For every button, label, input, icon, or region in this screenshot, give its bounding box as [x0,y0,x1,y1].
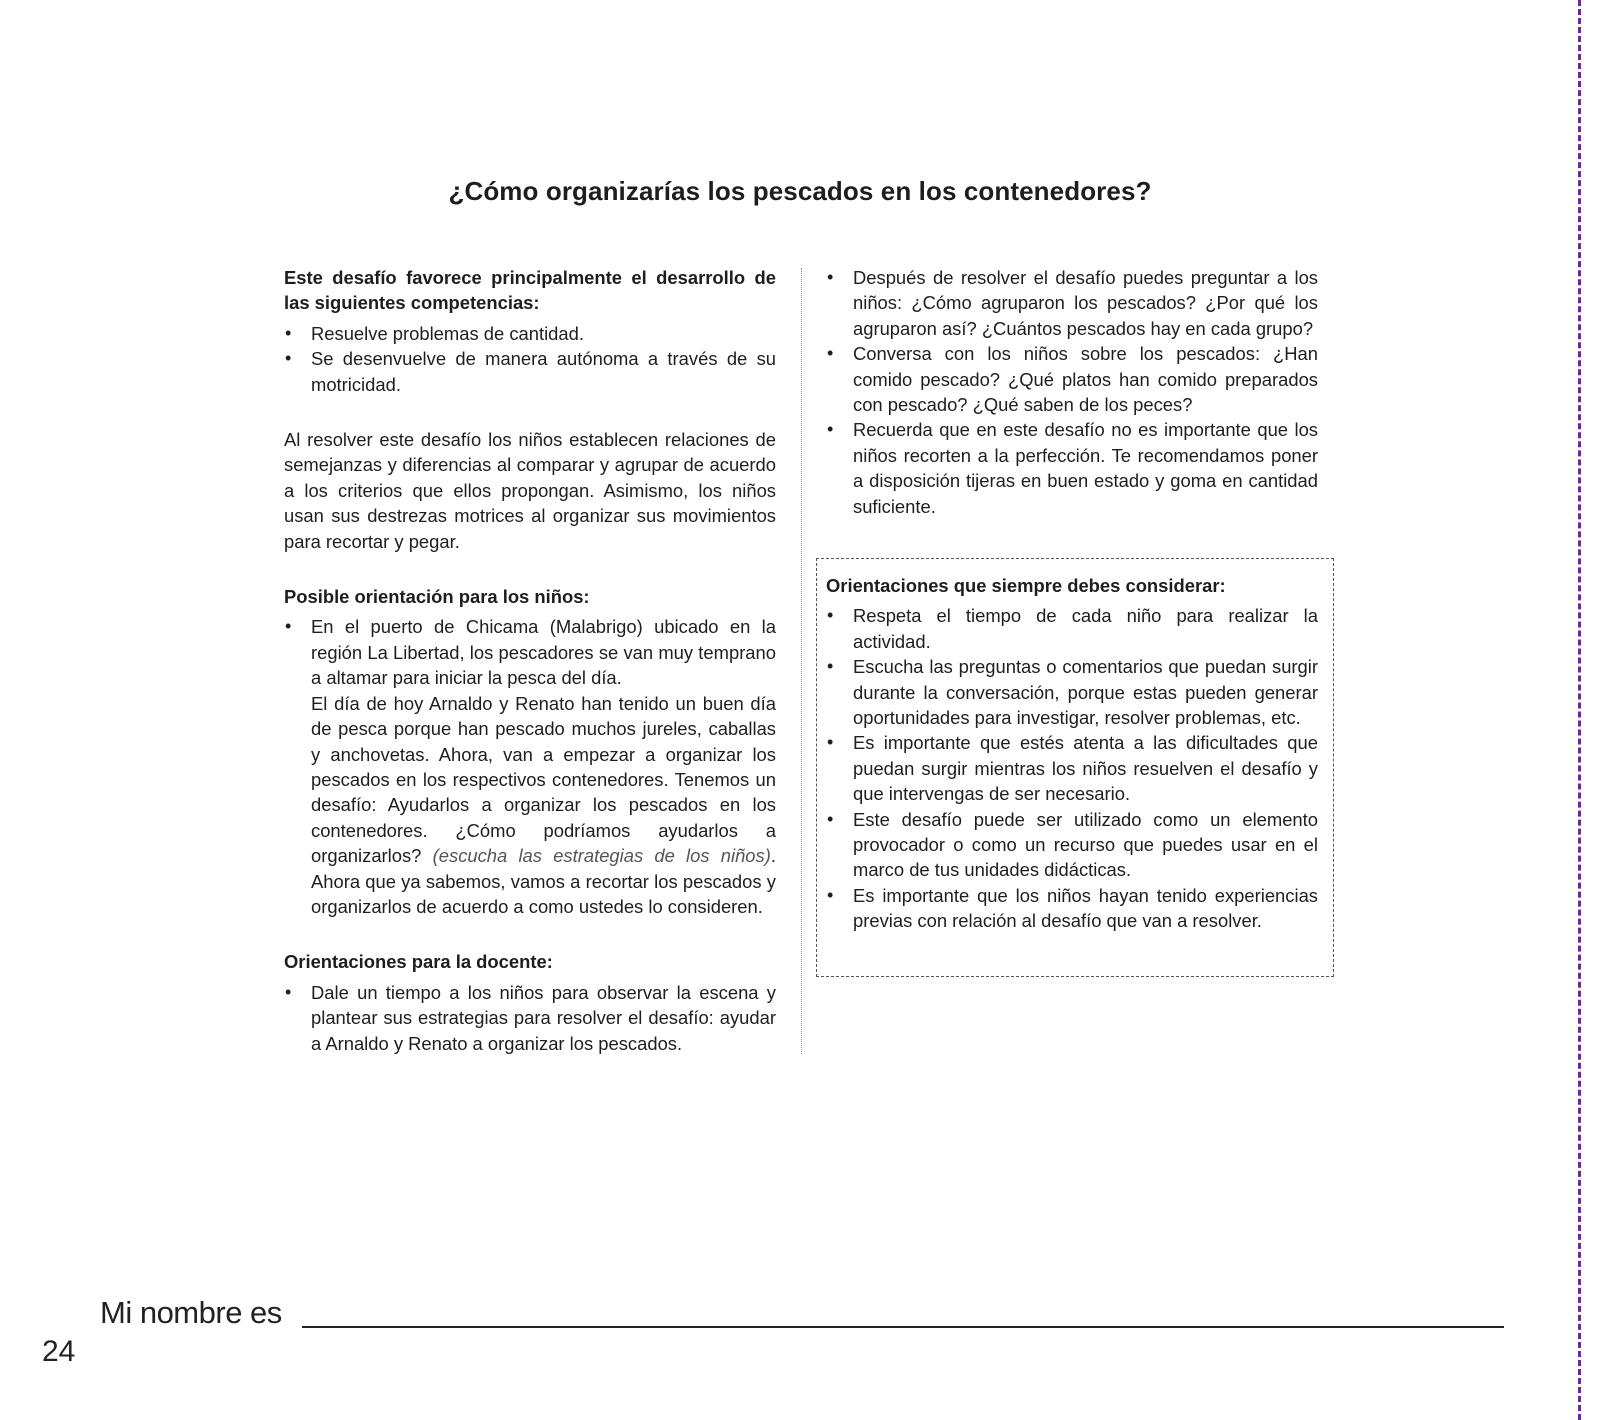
bullet-icon: • [827,343,834,364]
list-item: • Es importante que los niños hayan tenido experiencias previas con relación al desafío que van a resolver. [827,884,1318,932]
bullet-icon: • [827,656,834,677]
name-label: Mi nombre es [100,1295,282,1330]
list-item: • Se desenvuelve de manera autónoma a través de su motricidad. [285,348,776,395]
bullet-icon: • [827,419,834,440]
list-item: • Conversa con los niños sobre los pescados: ¿Han comido pescado? ¿Qué platos han comido preparados con pescado? ¿Qué saben de los peces? [827,343,1318,416]
bullet-icon: • [827,267,834,287]
box-heading: Orientaciones que siempre debes considerar: [826,575,1226,596]
list-item: • Recuerda que en este desafío no es importante que los niños recorten a la perfección. Te recomendamos poner a disposición tijeras en buen estado y goma en cantidad suficiente. [827,419,1318,517]
name-write-line[interactable] [302,1326,1504,1328]
italic-note: (escucha las estrategias de los niños) [432,845,771,867]
orientacion-heading: Posible orientación para los niños: [284,586,590,608]
bullet-icon: • [285,322,292,343]
bullet-icon: • [827,732,834,753]
bullet-icon: • [285,348,292,369]
bullet-icon: • [827,808,834,829]
page-number: 24 [42,1335,76,1368]
docente-list [284,980,776,1056]
list-item: • Respeta el tiempo de cada niño para realizar la actividad. [827,605,1318,652]
list-item: • Escucha las preguntas o comentarios que puedan surgir durante la conversación, porque estas pueden generar oportunidades para investigar, resolver problemas, etc. [827,656,1318,729]
right-column [826,265,1318,519]
competencias-heading: Este desafío favorece principalmente el desarrollo de las siguientes competencias: [284,267,776,314]
after-challenge-list [826,265,1318,519]
column-divider [801,268,802,1054]
cut-line [1578,0,1581,1420]
bullet-icon: • [827,884,834,905]
orientacion-text-2: El día de hoy Arnaldo y Renato han tenido un buen día de pesca porque han pescado muchos jureles, caballas y anchovetas. Ahora, van a empezar a organizar los pescados en los respectivos contenedores. Tenemos un desafío: Ayudarlos a organizar los pescados en los contenedores. ¿Cómo podríamos ayudarlos a organizarlos? (escucha las estrategias de los niños). Ahora que ya sabemos, vamos a recortar los pescados y organizarlos de acuerdo a como ustedes lo consideren. [311,692,776,917]
orientacion-text-1: En el puerto de Chicama (Malabrigo) ubicado en la región La Libertad, los pescadores se van muy temprano a altamar para iniciar la pesca del día. [311,616,776,689]
page-title: ¿Cómo organizarías los pescados en los contenedores? [448,176,1152,206]
orientacion-list [284,614,776,919]
intro-paragraph: Al resolver este desafío los niños establecen relaciones de semejanzas y diferencias al comparar y agrupar de acuerdo a los criterios que ellos propongan. Asimismo, los niños usan sus destrezas motrices al organizar sus movimientos para recortar y pegar. [284,429,776,552]
list-item: • Resuelve problemas de cantidad. [284,321,776,346]
list-item [284,614,776,919]
box-list [826,603,1318,933]
list-item: • Es importante que estés atenta a las dificultades que puedan surgir mientras los niños resuelven el desafío y que intervengas de ser necesario. [827,732,1318,805]
bullet-icon: • [285,981,292,1002]
list-item: • Dale un tiempo a los niños para observar la escena y plantear sus estrategias para resolver el desafío: ayudar a Arnaldo y Renato a organizar los pescados. [285,981,776,1054]
docente-heading: Orientaciones para la docente: [284,951,553,973]
competencias-list [284,321,776,397]
bullet-icon: • [827,605,834,626]
left-column [284,265,776,1056]
bullet-icon: • [285,616,292,637]
list-item: • Este desafío puede ser utilizado como un elemento provocador o como un recurso que puedes usar en el marco de tus unidades didácticas. [827,808,1318,881]
orientaciones-box-content [826,573,1318,934]
list-item: • Después de resolver el desafío puedes preguntar a los niños: ¿Cómo agruparon los pescados? ¿Por qué los agruparon así? ¿Cuántos pescados hay en cada grupo? [827,267,1318,339]
